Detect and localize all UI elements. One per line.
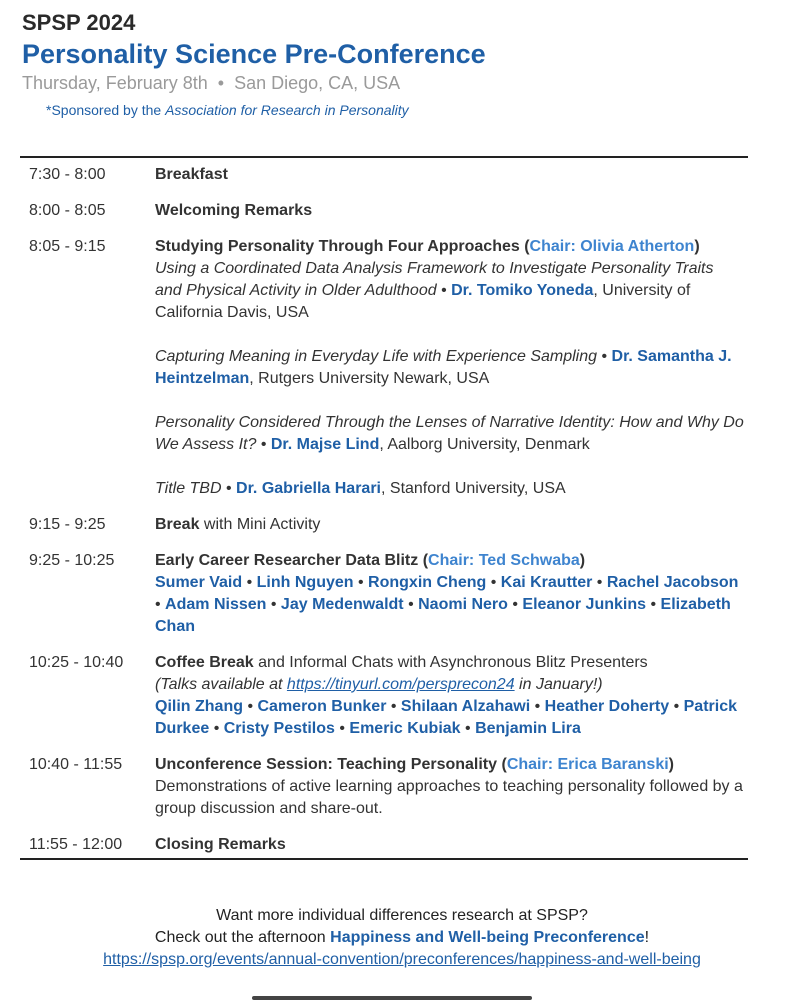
speaker-name: Dr. Tomiko Yoneda <box>451 282 594 299</box>
presenter-name: Rachel Jacobson <box>606 574 739 591</box>
schedule-row: 9:15 - 9:25 Break with Mini Activity <box>29 514 744 536</box>
bottom-divider <box>20 858 748 860</box>
session-time: 9:25 - 10:25 <box>29 552 115 569</box>
talks-link[interactable]: https://tinyurl.com/persprecon24 <box>286 676 515 693</box>
preconference-link[interactable]: Happiness and Well-being Preconference <box>330 929 645 946</box>
presenter-name: Patrick Durkee <box>155 698 737 737</box>
event-subtitle <box>22 70 782 96</box>
schedule-row: 8:05 - 9:15 Studying Personality Through Four Approaches (Chair: Olivia Atherton) Using a Coordinated Data Analysis Framework to Investigate Personality Traits and Physical Activity in Older Adulthood • Dr. Tomiko Yoneda, University of California Davis, USA Capturing Meaning in Everyday Life with Experience Sampling • Dr. Samantha J. Heintzelman, Rutgers University Newark, USA Personality Considered Through the Lenses of Narrative Identity: How and Why Do We Assess It? • Dr. Majse Lind, Aalborg University, Denmark Title TBD • Dr. Gabriella Harari, Stanford University, USA <box>29 236 744 500</box>
presenter-name: Naomi Nero <box>418 596 508 613</box>
session-note: (Talks available at https://tinyurl.com/persprecon24 in January!) <box>155 676 603 693</box>
sponsor-note: *Sponsored by the Association for Research in Personality <box>46 102 409 118</box>
presenter-name: Cameron Bunker <box>257 698 387 715</box>
top-divider <box>20 156 748 158</box>
session-title: Welcoming Remarks <box>155 202 313 219</box>
talk-item: Title TBD • Dr. Gabriella Harari, Stanford University, USA <box>155 480 566 497</box>
page-header <box>22 8 782 120</box>
presenter-list: Qilin Zhang • Cameron Bunker • Shilaan Alzahawi • Heather Doherty • Patrick Durkee • Cristy Pestilos • Emeric Kubiak • Benjamin Lira <box>155 698 737 737</box>
speaker-name: Dr. Gabriella Harari <box>236 480 381 497</box>
footer-line-2: Check out the afternoon Happiness and Well-being Preconference! <box>154 929 650 946</box>
talk-title: Personality Considered Through the Lenses of Narrative Identity: How and Why Do We Assess It? <box>155 414 744 453</box>
schedule-row: 9:25 - 10:25 Early Career Researcher Data Blitz (Chair: Ted Schwaba) Sumer Vaid • Linh Nguyen • Rongxin Cheng • Kai Krautter • Rachel Jacobson • Adam Nissen • Jay Medenwaldt • Naomi Nero • Eleanor Junkins • Elizabeth Chan <box>29 550 744 638</box>
presenter-name: Heather Doherty <box>544 698 670 715</box>
session-time: 8:05 - 9:15 <box>29 238 106 255</box>
presenter-name: Kai Krautter <box>500 574 593 591</box>
talk-item: Using a Coordinated Data Analysis Framework to Investigate Personality Traits and Physical Activity in Older Adulthood • Dr. Tomiko Yoneda, University of California Davis, USA <box>155 260 714 321</box>
sponsor-org: Association for Research in Personality <box>165 102 409 118</box>
session-title: Breakfast <box>155 166 228 183</box>
session-time: 7:30 - 8:00 <box>29 166 106 183</box>
talk-item: Capturing Meaning in Everyday Life with Experience Sampling • Dr. Samantha J. Heintzelman, Rutgers University Newark, USA <box>155 348 732 387</box>
presenter-name: Sumer Vaid <box>155 574 243 591</box>
session-time: 8:00 - 8:05 <box>29 202 106 219</box>
session-title: Early Career Researcher Data Blitz <box>155 552 419 569</box>
event-location: San Diego, CA, USA <box>234 73 401 93</box>
schedule-row <box>29 200 744 222</box>
speaker-name: Dr. Majse Lind <box>270 436 380 453</box>
presenter-name: Emeric Kubiak <box>349 720 461 737</box>
presenter-name: Rongxin Cheng <box>368 574 487 591</box>
speaker-name: Dr. Samantha J. Heintzelman <box>155 348 732 387</box>
presenter-name: Linh Nguyen <box>256 574 354 591</box>
talk-item: Personality Considered Through the Lenses of Narrative Identity: How and Why Do We Assess It? • Dr. Majse Lind, Aalborg University, Denmark <box>155 414 744 453</box>
session-time: 9:15 - 9:25 <box>29 516 106 533</box>
scroll-indicator <box>252 996 532 1000</box>
schedule-row: 10:40 - 11:55 Unconference Session: Teaching Personality (Chair: Erica Baranski) Demonstrations of active learning approaches to teaching personality followed by a group discussion and share-out. <box>29 754 744 820</box>
presenter-name: Cristy Pestilos <box>223 720 335 737</box>
speaker-affiliation: , University of California Davis, USA <box>155 282 691 321</box>
org-title: SPSP 2024 <box>22 10 136 35</box>
session-time: 11:55 - 12:00 <box>29 836 123 853</box>
preconference-url[interactable]: https://spsp.org/events/annual-convention/preconferences/happiness-and-well-being <box>103 951 701 968</box>
talk-title: Title TBD <box>155 480 222 497</box>
talk-title: Using a Coordinated Data Analysis Framework to Investigate Personality Traits and Physical Activity in Older Adulthood <box>155 260 714 299</box>
presenter-name: Adam Nissen <box>165 596 267 613</box>
session-title: Unconference Session: Teaching Personality <box>155 756 498 773</box>
session-title: Break <box>155 516 200 533</box>
session-title: Studying Personality Through Four Approaches <box>155 238 520 255</box>
presenter-name: Elizabeth Chan <box>155 596 731 635</box>
speaker-affiliation: , Stanford University, USA <box>381 480 566 497</box>
presenter-name: Shilaan Alzahawi <box>400 698 531 715</box>
talk-title: Capturing Meaning in Everyday Life with Experience Sampling <box>155 348 598 365</box>
speaker-affiliation: , Rutgers University Newark, USA <box>249 370 490 387</box>
footer <box>0 905 804 971</box>
session-title: Closing Remarks <box>155 836 286 853</box>
schedule-table <box>29 164 744 856</box>
schedule-row <box>29 834 744 856</box>
separator: • <box>217 73 225 93</box>
session-chair: Chair: Ted Schwaba <box>428 552 580 569</box>
speaker-affiliation: , Aalborg University, Denmark <box>379 436 590 453</box>
presenter-name: Jay Medenwaldt <box>280 596 404 613</box>
schedule-row: 10:25 - 10:40 Coffee Break and Informal Chats with Asynchronous Blitz Presenters (Talks available at https://tinyurl.com/persprecon24 in January!) Qilin Zhang • Cameron Bunker • Shilaan Alzahawi • Heather Doherty • Patrick Durkee • Cristy Pestilos • Emeric Kubiak • Benjamin Lira <box>29 652 744 740</box>
session-description: Demonstrations of active learning approaches to teaching personality followed by a group discussion and share-out. <box>155 778 743 817</box>
session-chair: Chair: Erica Baranski <box>506 756 669 773</box>
presenter-list: Sumer Vaid • Linh Nguyen • Rongxin Cheng • Kai Krautter • Rachel Jacobson • Adam Nissen • Jay Medenwaldt • Naomi Nero • Eleanor Junkins • Elizabeth Chan <box>155 574 739 635</box>
presenter-name: Benjamin Lira <box>475 720 581 737</box>
presenter-name: Qilin Zhang <box>155 698 243 715</box>
session-title: Coffee Break <box>155 654 254 671</box>
footer-line-1: Want more individual differences research at SPSP? <box>216 907 588 924</box>
presenter-name: Eleanor Junkins <box>522 596 647 613</box>
event-date: Thursday, February 8th <box>22 73 208 93</box>
session-chair: Chair: Olivia Atherton <box>529 238 695 255</box>
schedule-row <box>29 164 744 186</box>
session-time: 10:25 - 10:40 <box>29 654 124 671</box>
page-title: Personality Science Pre-Conference <box>22 39 486 69</box>
session-time: 10:40 - 11:55 <box>29 756 123 773</box>
